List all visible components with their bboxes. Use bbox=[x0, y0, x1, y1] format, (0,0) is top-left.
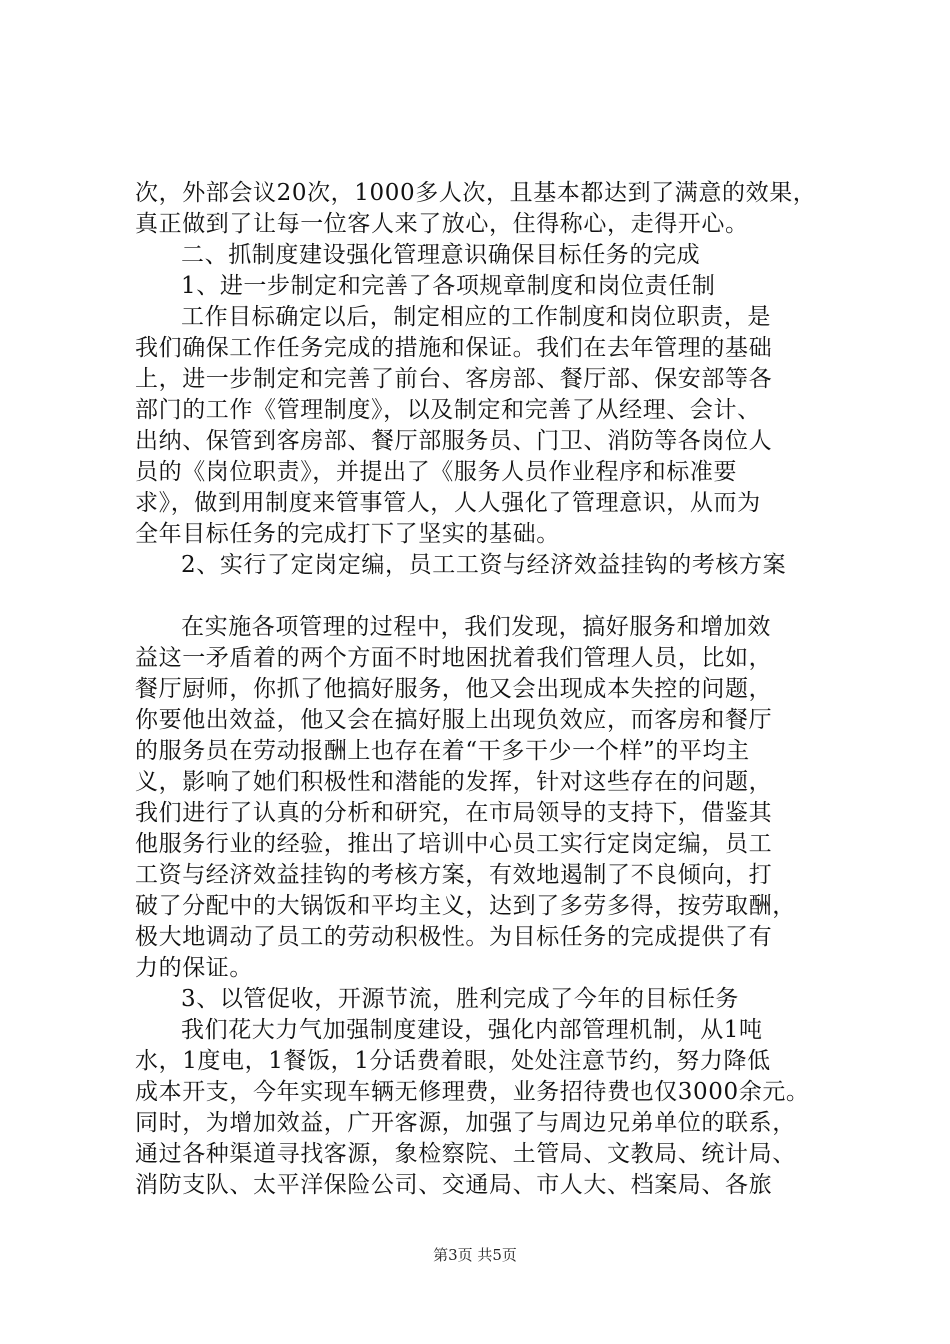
page-number-footer: 第3页 共5页 bbox=[433, 1246, 517, 1264]
text-line: 同时，为增加效益，广开客源，加强了与周边兄弟单位的联系， bbox=[135, 1110, 796, 1136]
subsection-heading: 2、实行了定岗定编，员工工资与经济效益挂钩的考核方案 bbox=[181, 552, 787, 578]
text-line: 成本开支，今年实现车辆无修理费，业务招待费也仅3000余元。 bbox=[135, 1079, 810, 1105]
text-line: 我们确保工作任务完成的措施和保证。我们在去年管理的基础 bbox=[135, 335, 773, 361]
text-line: 员的《岗位职责》，并提出了《服务人员作业程序和标准要 bbox=[135, 459, 738, 485]
text-line: 上，进一步制定和完善了前台、客房部、餐厅部、保安部等各 bbox=[135, 366, 773, 392]
text-line: 次，外部会议20次，1000多人次，且基本都达到了满意的效果， bbox=[135, 180, 817, 206]
text-line: 我们进行了认真的分析和研究，在市局领导的支持下，借鉴其 bbox=[135, 800, 773, 826]
text-line: 义，影响了她们积极性和潜能的发挥，针对这些存在的问题， bbox=[135, 769, 773, 795]
text-line: 餐厅厨师，你抓了他搞好服务，他又会出现成本失控的问题， bbox=[135, 676, 773, 702]
text-line: 全年目标任务的完成打下了坚实的基础。 bbox=[135, 521, 560, 547]
subsection-heading: 3、以管促收，开源节流，胜利完成了今年的目标任务 bbox=[181, 986, 740, 1012]
text-line: 水，1度电，1餐饭，1分话费着眼，处处注意节约，努力降低 bbox=[135, 1048, 771, 1074]
text-line: 在实施各项管理的过程中，我们发现，搞好服务和增加效 bbox=[181, 614, 771, 640]
text-line: 通过各种渠道寻找客源，象检察院、土管局、文教局、统计局、 bbox=[135, 1141, 796, 1167]
text-line: 工资与经济效益挂钩的考核方案，有效地遏制了不良倾向，打 bbox=[135, 862, 773, 888]
text-line: 工作目标确定以后，制定相应的工作制度和岗位职责，是 bbox=[181, 304, 771, 330]
subsection-heading: 1、进一步制定和完善了各项规章制度和岗位责任制 bbox=[181, 273, 716, 299]
section-heading: 二、抓制度建设强化管理意识确保目标任务的完成 bbox=[181, 242, 701, 268]
text-line: 你要他出效益，他又会在搞好服上出现负效应，而客房和餐厅 bbox=[135, 707, 773, 733]
text-line: 力的保证。 bbox=[135, 955, 253, 981]
text-line: 破了分配中的大锅饭和平均主义，达到了多劳多得，按劳取酬， bbox=[135, 893, 796, 919]
text-line: 我们花大力气加强制度建设，强化内部管理机制，从1吨 bbox=[181, 1017, 763, 1043]
text-line: 消防支队、太平洋保险公司、交通局、市人大、档案局、各旅 bbox=[135, 1172, 773, 1198]
text-line: 的服务员在劳动报酬上也存在着“干多干少一个样”的平均主 bbox=[135, 738, 750, 764]
text-line: 求》，做到用制度来管事管人，人人强化了管理意识，从而为 bbox=[135, 490, 761, 516]
text-line: 极大地调动了员工的劳动积极性。为目标任务的完成提供了有 bbox=[135, 924, 773, 950]
text-line: 部门的工作《管理制度》，以及制定和完善了从经理、会计、 bbox=[135, 397, 761, 423]
text-line: 益这一矛盾着的两个方面不时地困扰着我们管理人员，比如， bbox=[135, 645, 773, 671]
text-line: 真正做到了让每一位客人来了放心，住得称心，走得开心。 bbox=[135, 211, 749, 237]
text-line: 他服务行业的经验，推出了培训中心员工实行定岗定编，员工 bbox=[135, 831, 773, 857]
text-line: 出纳、保管到客房部、餐厅部服务员、门卫、消防等各岗位人 bbox=[135, 428, 773, 454]
